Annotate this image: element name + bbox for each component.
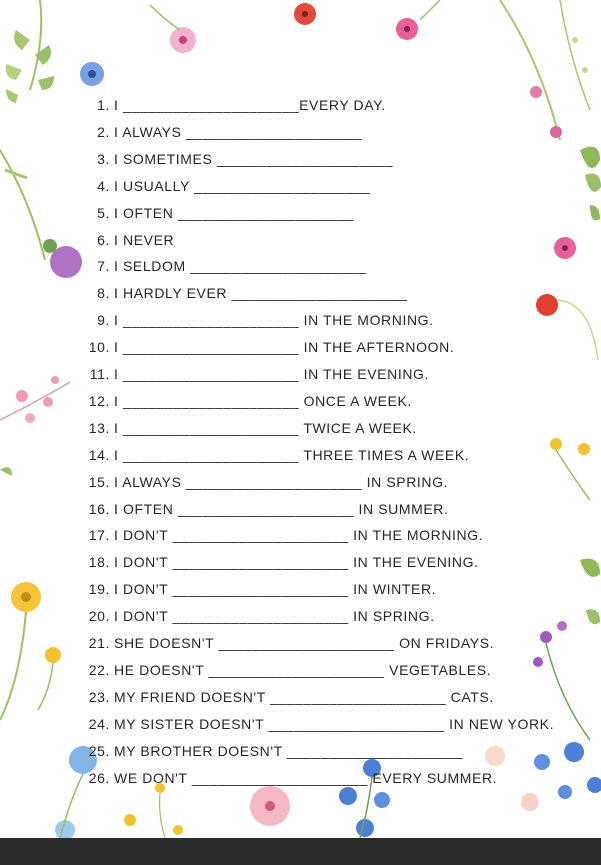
worksheet-sentence: [78, 553, 479, 571]
worksheet-sentence: [78, 446, 469, 464]
sentence-number: 3.: [97, 150, 110, 167]
pink-flower-icon: [396, 0, 440, 40]
sentence-number: 8.: [97, 285, 110, 302]
thistle-icon: [533, 559, 600, 740]
sentence-text: HE DOESN'T _____________________ VEGETABLES.: [114, 661, 492, 678]
sentence-text: I _____________________EVERY DAY.: [114, 97, 386, 113]
pink-flower-icon: [554, 237, 576, 259]
cornflower-icon: [55, 746, 97, 838]
worksheet-sentence: [78, 634, 494, 652]
sentence-number: 5.: [97, 204, 110, 221]
worksheet-sentence: [78, 284, 408, 302]
sentence-text: I DON'T _____________________ IN SPRING.: [114, 608, 435, 625]
sentence-text: I OFTEN _____________________ IN SUMMER.: [114, 500, 449, 517]
sentence-text: I _____________________ ONCE A WEEK.: [114, 392, 412, 409]
pink-flower-icon: [150, 5, 196, 53]
sentence-text: I _____________________ TWICE A WEEK.: [114, 419, 417, 436]
worksheet-sentence: [78, 257, 366, 275]
sentence-text: I _____________________ THREE TIMES A WEEK.: [114, 446, 470, 463]
worksheet-sentence: [78, 177, 370, 195]
sentence-text: I HARDLY EVER _____________________: [114, 285, 408, 302]
sentence-text: I NEVER: [114, 231, 175, 248]
sentence-number: 6.: [97, 231, 110, 248]
sentence-text: I _____________________ IN THE AFTERNOON.: [114, 339, 455, 356]
sentence-number: 13.: [88, 419, 110, 436]
sentence-text: MY SISTER DOESN'T _____________________ IN NEW YORK.: [114, 715, 555, 732]
red-poppy-icon: [536, 294, 598, 360]
thistle-icon: [0, 150, 82, 278]
sentence-number: 22.: [88, 661, 110, 678]
sentence-number: 16.: [88, 500, 110, 517]
yellow-flower-icon: [550, 438, 590, 500]
worksheet-sentence: [78, 311, 434, 329]
sentence-number: 15.: [88, 473, 110, 490]
sentence-number: 7.: [97, 258, 110, 275]
berry-branch-icon: [0, 376, 70, 476]
worksheet-sentence: [78, 150, 393, 168]
ginkgo-leaf-icon: [6, 0, 54, 103]
sentence-number: 4.: [97, 177, 110, 194]
sentence-number: 24.: [88, 715, 110, 732]
sentence-text: I DON'T _____________________ IN THE EVENING.: [114, 554, 479, 571]
sentence-number: 2.: [97, 123, 110, 140]
worksheet-sentence: [78, 365, 429, 383]
sentence-text: WE DON'T _____________________ EVERY SUMMER.: [114, 769, 498, 786]
worksheet-sentence: [78, 419, 417, 437]
worksheet-sentence: [78, 500, 449, 518]
worksheet-sentence: [78, 392, 412, 410]
sentence-number: 12.: [88, 392, 110, 409]
sentence-number: 11.: [89, 366, 110, 382]
viewer-bottom-bar: [0, 838, 601, 865]
worksheet-sentence: [78, 473, 448, 491]
red-poppy-icon: [294, 3, 316, 25]
sentence-number: 23.: [88, 688, 110, 705]
worksheet-sentence: [78, 580, 436, 598]
worksheet-sentence: [78, 204, 354, 222]
sentence-number: 25.: [88, 742, 110, 759]
sentence-text: I _____________________ IN THE EVENING.: [114, 366, 430, 382]
sentence-text: I ALWAYS _____________________ IN SPRING.: [114, 473, 449, 490]
sentence-number: 20.: [88, 608, 110, 625]
pink-flower-icon: [250, 786, 290, 826]
worksheet-sentence: [78, 715, 554, 733]
sentence-text: MY BROTHER DOESN'T _____________________: [114, 742, 464, 759]
worksheet-sentence: [78, 607, 435, 625]
sentence-text: I DON'T _____________________ IN THE MORNING.: [114, 527, 484, 544]
sentence-number: 18.: [88, 554, 110, 571]
yellow-flower-icon: [0, 582, 61, 720]
sentence-number: 21.: [88, 635, 110, 651]
worksheet-sentence: [78, 338, 454, 356]
sentence-number: 17.: [88, 527, 110, 544]
sentence-text: I DON'T _____________________ IN WINTER.: [114, 581, 437, 598]
worksheet-sentence: [78, 123, 362, 141]
sentence-text: I _____________________ IN THE MORNING.: [114, 312, 434, 329]
worksheet-sentence: [78, 661, 491, 679]
sentence-number: 26.: [88, 769, 110, 786]
sentence-number: 1.: [97, 97, 110, 113]
yellow-flower-icon: [124, 783, 183, 838]
worksheet-sentence: [78, 231, 174, 249]
sentence-number: 19.: [88, 581, 110, 598]
sentence-text: I SELDOM _____________________: [114, 258, 367, 275]
sentence-number: 14.: [88, 446, 110, 463]
worksheet-sentence: [78, 526, 483, 544]
sentence-text: I ALWAYS _____________________: [114, 123, 363, 140]
worksheet-sentence: [78, 742, 463, 760]
sentence-number: 10.: [88, 339, 110, 356]
sentence-number: 9.: [97, 312, 110, 329]
sentence-text: I USUALLY _____________________: [114, 177, 371, 194]
berry-branch-icon: [500, 0, 601, 220]
sentence-text: I OFTEN _____________________: [114, 204, 355, 221]
sentence-text: MY FRIEND DOESN'T _____________________ CATS.: [114, 688, 494, 705]
cornflower-icon: [534, 742, 601, 799]
worksheet-sentence: [78, 688, 494, 706]
sentence-text: I SOMETIMES _____________________: [114, 150, 393, 167]
worksheet-sentence: [78, 96, 386, 114]
worksheet-sentence: [78, 769, 497, 787]
sentence-text: SHE DOESN'T _____________________ ON FRIDAYS.: [114, 635, 495, 651]
